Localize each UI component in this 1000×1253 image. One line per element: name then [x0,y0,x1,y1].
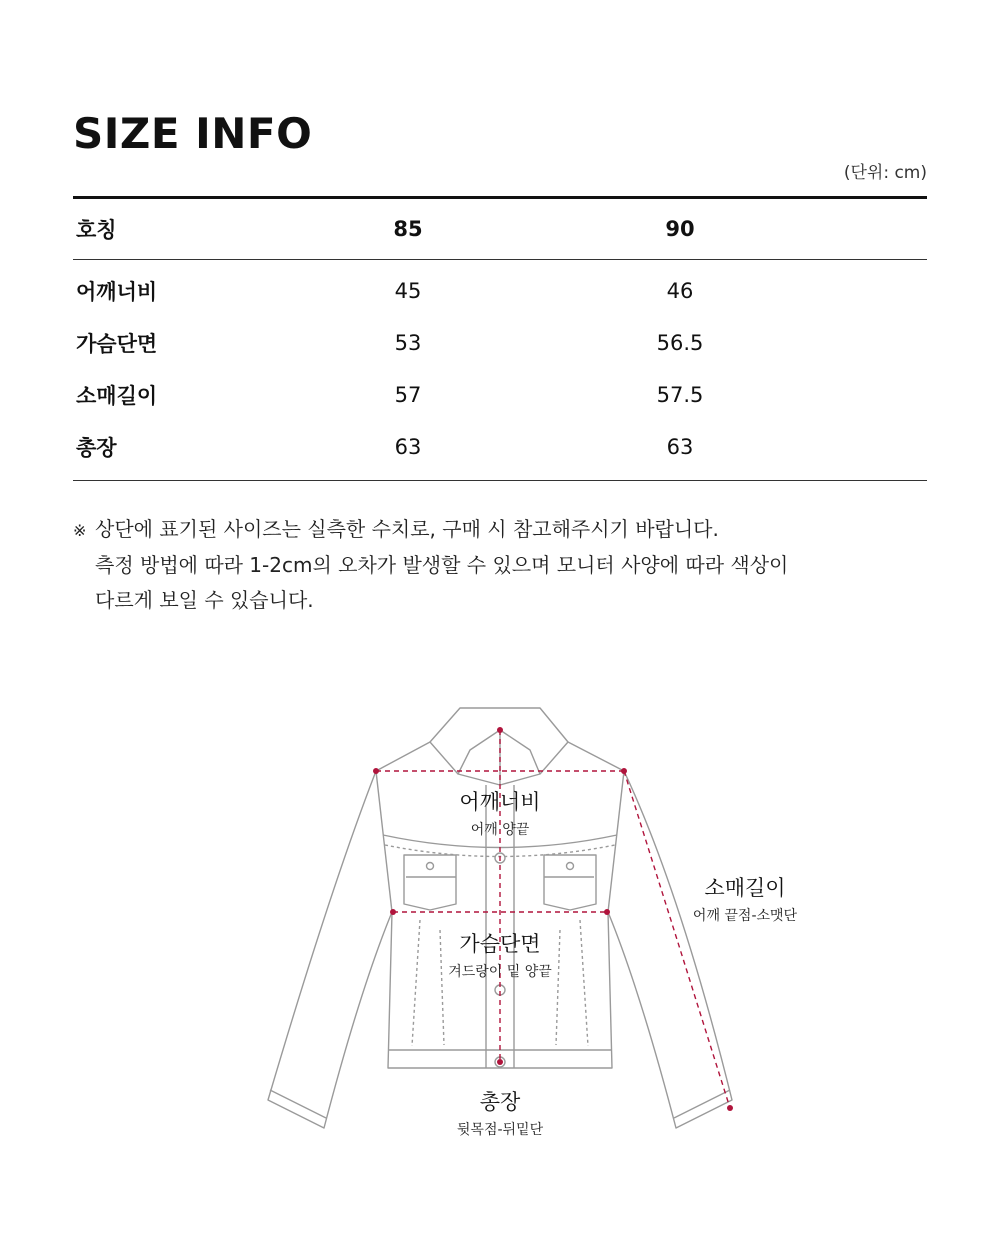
page-title: SIZE INFO [73,109,313,158]
row-value: 53 [394,331,422,355]
note-mark-icon: ※ [73,521,87,540]
row-label: 총장 [76,436,117,460]
length-desc: 뒷목점-뒤밑단 [456,1122,544,1138]
chest-label [448,930,552,982]
unit-label: (단위: cm) [843,163,927,183]
note-line: 측정 방법에 따라 1-2cm의 오차가 발생할 수 있으며 모니터 사양에 따라 색상이 [95,553,789,577]
notes [73,512,788,618]
table-row [73,421,927,473]
chest-desc: 겨드랑이 밑 양끝 [448,964,552,980]
row-value: 46 [666,279,694,303]
length-title: 총장 [479,1090,521,1114]
row-label: 가슴단면 [76,332,158,356]
table-row [73,265,927,317]
size-table [73,196,927,481]
sleeve-title: 소매길이 [704,876,786,900]
row-label: 소매길이 [76,384,158,408]
chest-title: 가슴단면 [459,932,541,956]
header-size-90: 90 [665,217,695,241]
row-value: 63 [394,435,422,459]
note-line: 상단에 표기된 사이즈는 실측한 수치로, 구매 시 참고해주시기 바랍니다. [95,517,719,541]
row-value: 57 [394,383,422,407]
row-value: 45 [394,279,422,303]
shoulder-desc: 어깨 양끝 [470,822,530,838]
sleeve-desc: 어깨 끝점-소맷단 [692,908,798,924]
sleeve-label [693,874,797,926]
shoulder-label [459,788,540,840]
length-label [457,1088,543,1140]
row-value: 57.5 [656,383,704,407]
table-header-row [73,199,927,260]
table-row [73,317,927,369]
measurement-diagram [0,690,1000,1160]
table-row [73,369,927,421]
row-label: 어깨너비 [76,280,158,304]
row-value: 63 [666,435,694,459]
header-size-85: 85 [393,217,423,241]
row-value: 56.5 [656,331,704,355]
note-line: 다르게 보일 수 있습니다. [95,588,314,612]
shoulder-title: 어깨너비 [459,790,541,814]
header-label: 호칭 [76,218,117,242]
